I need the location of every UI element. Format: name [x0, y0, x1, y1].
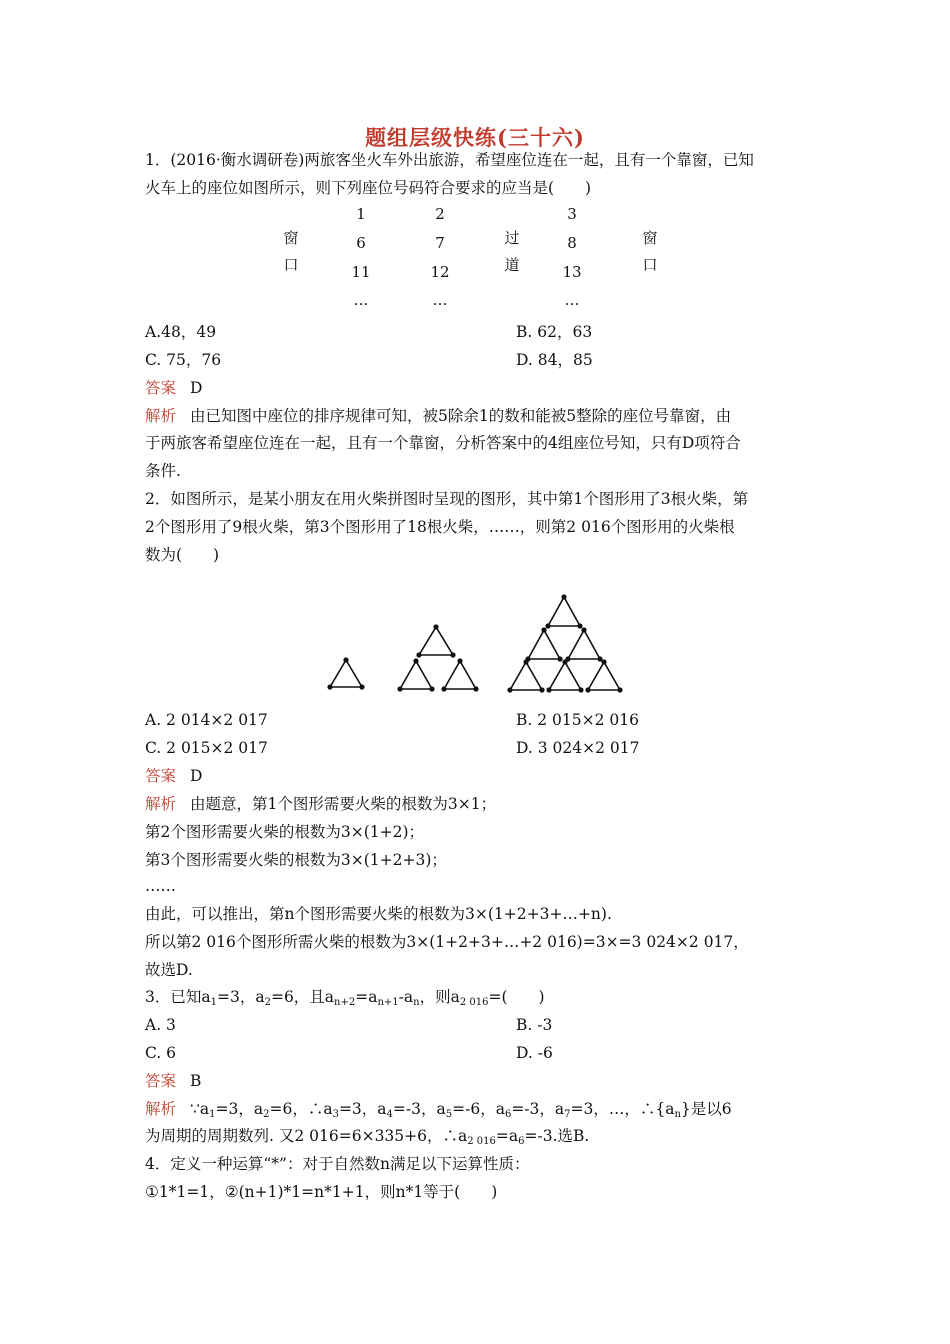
window-right-label-2: 口 [642, 256, 658, 274]
q2-stem-line-3: 数为( ) [145, 546, 220, 564]
subscript: 7 [564, 1109, 571, 1120]
text-run: -a [398, 988, 414, 1006]
subscript: 2 016 [467, 1136, 496, 1147]
q2-analysis-line-7: 故选D. [145, 961, 193, 979]
answer-label: 答案 [145, 1072, 177, 1090]
subscript: 2 016 [459, 997, 489, 1008]
q1-option-b: B. 62，63 [516, 323, 593, 341]
text-run: =-3，a [511, 1100, 565, 1118]
text-run: =-6，a [452, 1100, 505, 1118]
text-run: =3，a [216, 988, 265, 1006]
matchstick-figure-3 [507, 594, 622, 692]
matchstick-figures [320, 590, 630, 700]
q3-stem [145, 987, 810, 1013]
text-run: =3，a [215, 1100, 264, 1118]
aisle-label-1: 过 [504, 229, 520, 247]
q2-analysis-line-6: 所以第2 016个图形所需火柴的根数为3×(1+2+3+…+2 016)=3×=3 024×2 017， [145, 933, 749, 951]
text-run: =( ) [488, 988, 545, 1006]
window-left-label-1: 窗 [283, 229, 299, 247]
seat-8: 8 [567, 234, 577, 252]
q1-analysis-line-1 [145, 406, 810, 426]
subscript: 3 [332, 1109, 339, 1120]
answer-label: 答案 [145, 767, 177, 785]
q1-analysis-line-3: 条件. [145, 462, 181, 480]
q1-option-c: C. 75，76 [145, 351, 222, 369]
subscript: n [413, 997, 420, 1008]
q2-stem-line-2: 2个图形用了9根火柴，第3个图形用了18根火柴，……，则第2 016个图形用的火柴根 [145, 518, 735, 536]
page-title: 题组层级快练(三十六) [365, 125, 585, 150]
text-run: =6，∴a [269, 1100, 333, 1118]
q3-analysis-line-2 [145, 1126, 810, 1152]
subscript: 1 [209, 1109, 216, 1120]
seat-3: 3 [567, 205, 577, 223]
q2-stem-line-1: 2．如图所示，是某小朋友在用火柴拼图时呈现的图形，其中第1个图形用了3根火柴，第 [145, 490, 749, 508]
analysis-label: 解析 [145, 1100, 177, 1118]
seat-7: 7 [435, 234, 445, 252]
q1-analysis-line-2: 于两旅客希望座位连在一起，且有一个靠窗，分析答案中的4组座位号知，只有D项符合 [145, 434, 741, 452]
q2-analysis-line-5: 由此，可以推出，第n个图形需要火柴的根数为3×(1+2+3+…+n). [145, 905, 612, 923]
text-run: =3，…，∴{a [570, 1100, 675, 1118]
q2-analysis-line-2: 第2个图形需要火柴的根数为3×(1+2)； [145, 823, 425, 841]
text-run: ∵a [190, 1100, 210, 1118]
q1-option-a: A.48，49 [145, 323, 217, 341]
seat-12: 12 [430, 263, 450, 281]
subscript: 4 [386, 1109, 393, 1120]
subscript: 6 [504, 1109, 512, 1120]
text-run: =3，a [338, 1100, 387, 1118]
analysis-label: 解析 [145, 407, 177, 425]
analysis-text: 由题意，第1个图形需要火柴的根数为3×1； [190, 795, 497, 813]
q2-analysis-line-1 [145, 794, 810, 814]
q1-answer [145, 378, 810, 398]
text-run: =-3，a [392, 1100, 446, 1118]
q2-analysis-line-3: 第3个图形需要火柴的根数为3×(1+2+3)； [145, 851, 447, 869]
q3-analysis-line-1 [145, 1099, 810, 1125]
q2-option-b: B. 2 015×2 016 [516, 711, 639, 729]
window-right-label-1: 窗 [642, 229, 658, 247]
q3-option-c: C. 6 [145, 1044, 177, 1062]
q3-option-a: A. 3 [145, 1016, 176, 1034]
q2-answer [145, 766, 810, 786]
q2-analysis-line-4: …… [145, 877, 176, 895]
q4-stem-line-2: ①1*1=1，②(n+1)*1=n*1+1，则n*1等于( ) [145, 1183, 498, 1201]
window-left-label-2: 口 [283, 256, 299, 274]
subscript: n+2 [334, 997, 356, 1008]
subscript: 1 [210, 997, 217, 1008]
seat-col1-ellipsis: … [353, 291, 369, 309]
q4-stem-line-1: 4．定义一种运算“*”：对于自然数n满足以下运算性质： [145, 1155, 530, 1173]
analysis-label: 解析 [145, 795, 177, 813]
text-run: 为周期的周期数列. 又2 016=6×335+6，∴a [145, 1127, 468, 1145]
q2-option-d: D. 3 024×2 017 [516, 739, 640, 757]
text-run: ，则a [419, 988, 460, 1006]
subscript: n [674, 1109, 681, 1120]
q1-stem-line-2: 火车上的座位如图所示，则下列座位号码符合要求的应当是( ) [145, 179, 592, 197]
q2-option-a: A. 2 014×2 017 [145, 711, 268, 729]
matchstick-figure-1 [327, 657, 364, 689]
seat-col3-ellipsis: … [564, 291, 580, 309]
text-run: }是以6 [680, 1100, 732, 1118]
seat-6: 6 [356, 234, 366, 252]
seat-2: 2 [435, 205, 445, 223]
seat-1: 1 [356, 205, 366, 223]
subscript: n+1 [377, 997, 399, 1008]
analysis-text: 由已知图中座位的排序规律可知，被5除余1的数和能被5整除的座位号靠窗，由 [190, 407, 732, 425]
subscript: 2 [264, 997, 271, 1008]
aisle-label-2: 道 [504, 256, 520, 274]
seat-13: 13 [562, 263, 582, 281]
matchstick-figure-2 [397, 624, 478, 691]
text-run: =6，且a [270, 988, 335, 1006]
answer-value: B [190, 1072, 202, 1090]
subscript: 2 [263, 1109, 270, 1120]
text-run: =-3.选B. [524, 1127, 590, 1145]
text-run: =a [355, 988, 378, 1006]
q2-option-c: C. 2 015×2 017 [145, 739, 268, 757]
q3-answer [145, 1071, 810, 1091]
q3-option-d: D. -6 [516, 1044, 553, 1062]
q1-stem-line-1: 1．(2016·衡水调研卷)两旅客坐火车外出旅游，希望座位连在一起，且有一个靠窗，已知 [145, 151, 754, 169]
text-run: =a [495, 1127, 519, 1145]
text-run: 3．已知a [145, 988, 211, 1006]
q1-option-d: D. 84，85 [516, 351, 593, 369]
seat-col2-ellipsis: … [432, 291, 448, 309]
subscript: 5 [445, 1109, 453, 1120]
answer-label: 答案 [145, 379, 177, 397]
q3-option-b: B. -3 [516, 1016, 553, 1034]
subscript: 6 [518, 1136, 525, 1147]
answer-value: D [190, 767, 203, 785]
answer-value: D [190, 379, 203, 397]
seat-11: 11 [351, 263, 371, 281]
